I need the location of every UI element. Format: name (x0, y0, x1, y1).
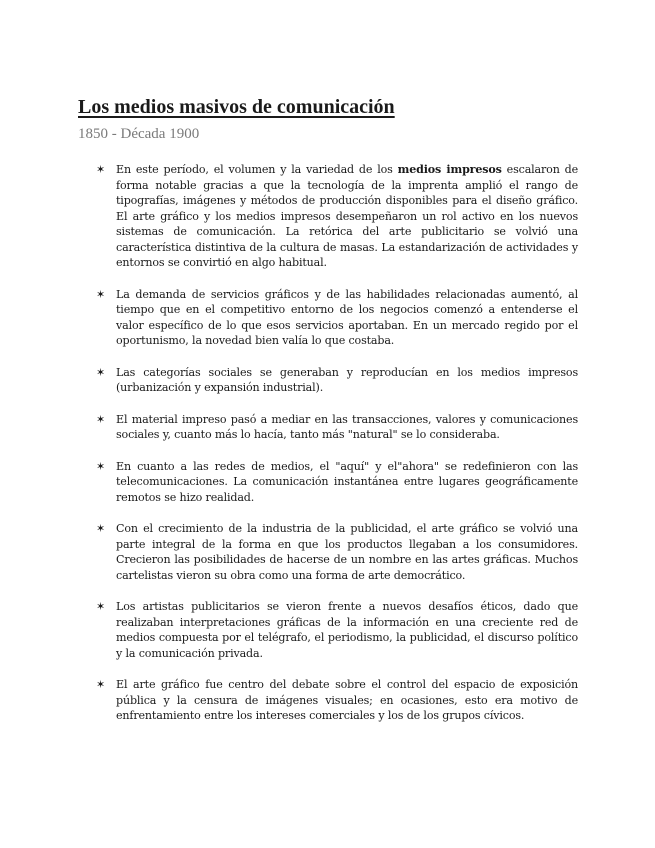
bullet-text: La demanda de servicios gráficos y de las habilidades relacionadas aumentó, al tiempo que en el competitivo entorno de los negocios comenzó a entenderse el valor específico de lo que esos servicios aportaban. En un mercado regido por el oportunismo, la novedad bien valía lo que costaba. (116, 287, 578, 347)
bullet-item-2 (96, 287, 578, 349)
bullet-star-icon: ✶ (96, 365, 106, 379)
bold-phrase: medios impresos (397, 163, 502, 176)
bullet-item-8 (96, 677, 578, 724)
bullet-item-1 (96, 162, 578, 271)
bullet-text: El arte gráfico fue centro del debate sobre el control del espacio de exposición pública y la censura de imágenes visuales; en ocasiones, esto era motivo de enfrentamiento entre los intereses comerciales y los de los grupos cívicos. (116, 678, 578, 722)
bullet-item-3 (96, 365, 578, 396)
bullet-item-7 (96, 599, 578, 661)
bullet-star-icon: ✶ (96, 600, 106, 613)
bullet-item-4 (96, 412, 578, 443)
bullet-star-icon: ✶ (96, 163, 106, 176)
bullet-text: El material impreso pasó a mediar en las transacciones, valores y comunicaciones sociales y, cuanto más lo hacía, tanto más "natural" se lo consideraba. (116, 412, 578, 441)
bullet-text: En cuanto a las redes de medios, el "aquí" y el"ahora" se redefinieron con las telecomunicaciones. La comunicación instantánea entre lugares geográficamente remotos se hizo realidad. (116, 459, 578, 504)
bullet-star-icon: ✶ (96, 522, 106, 535)
bullet-text: Las categorías sociales se generaban y reproducían en los medios impresos (urbanización y expansión industrial). (116, 365, 578, 394)
bullet-star-icon: ✶ (96, 459, 106, 473)
bullet-item-6 (96, 521, 578, 583)
bullet-star-icon: ✶ (96, 678, 106, 691)
bullet-text: Con el crecimiento de la industria de la publicidad, el arte gráfico se volvió una parte integral de la forma en que los productos llegaban a los consumidores. Crecieron las posibilidades de hacerse de un nombre en las artes gráficas. Muchos cartelistas vieron su obra como una forma de arte democrático. (116, 522, 578, 582)
bullet-text: escalaron de forma notable gracias a que la tecnología de la imprenta amplió el rango de tipografías, imágenes y métodos de producción disponibles para el diseño gráfico. El arte gráfico y los medios impresos desempeñaron un rol activo en los nuevos sistemas de comunicación. La retórica del arte publicitario se volvió una característica distintiva de la cultura de masas. La estandarización de actividades y entornos se convirtió en algo habitual. (116, 163, 578, 269)
bullet-star-icon: ✶ (96, 287, 106, 301)
page-subtitle: 1850 - Década 1900 (78, 126, 200, 142)
bullet-star-icon: ✶ (96, 412, 106, 426)
bullet-list (96, 162, 578, 740)
bullet-item-5 (96, 459, 578, 506)
page-title: Los medios masivos de comunicación (78, 96, 395, 118)
bullet-text: En este período, el volumen y la variedad de los (116, 163, 398, 176)
bullet-text: Los artistas publicitarios se vieron frente a nuevos desafíos éticos, dado que realizaban interpretaciones gráficas de la información en una creciente red de medios compuesta por el telégrafo, el periodismo, la publicidad, el discurso político y la comunicación privada. (116, 600, 578, 660)
